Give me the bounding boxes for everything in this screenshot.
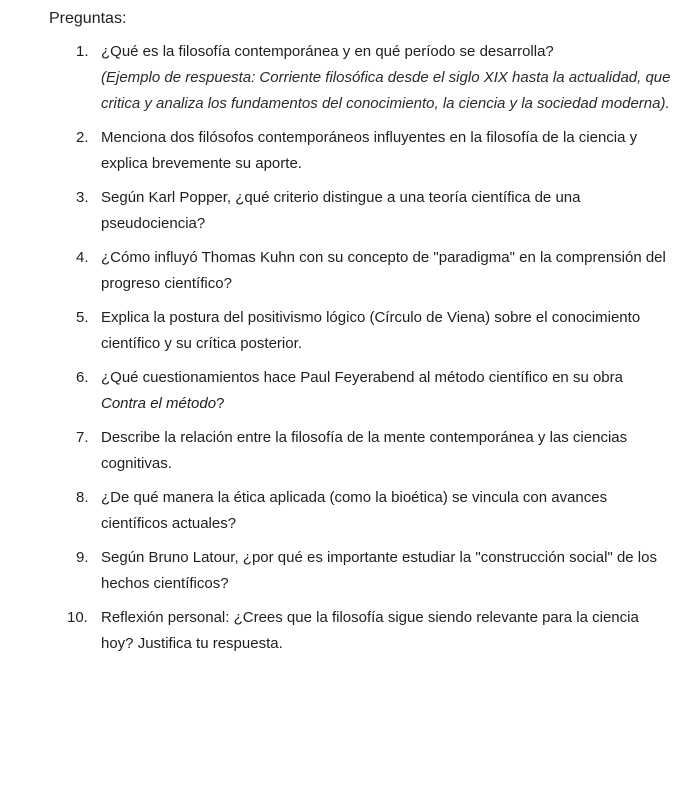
question-text-end: ? (216, 395, 225, 412)
question-text: Menciona dos filósofos contemporáneos influyentes en la filosofía de la ciencia y explica brevemente su aporte. (101, 129, 638, 172)
question-number: 10. (67, 609, 88, 626)
page-heading: Preguntas: (49, 10, 127, 27)
question-number: 2. (76, 129, 89, 146)
question-item-10 (49, 605, 671, 657)
questions-list (49, 39, 671, 657)
question-number: 5. (76, 309, 89, 326)
question-number: 7. (76, 429, 89, 446)
question-text: Describe la relación entre la filosofía de la mente contemporánea y las ciencias cognitivas. (101, 429, 628, 472)
question-text: ¿Qué es la filosofía contemporánea y en qué período se desarrolla? (101, 43, 554, 60)
question-number: 4. (76, 249, 89, 266)
question-text: Según Bruno Latour, ¿por qué es importante estudiar la "construcción social" de los hechos científicos? (101, 549, 657, 592)
question-item-9 (49, 545, 671, 597)
question-text: ¿Qué cuestionamientos hace Paul Feyerabend al método científico en su obra (101, 369, 623, 386)
question-text: Explica la postura del positivismo lógico (Círculo de Viena) sobre el conocimiento científico y su crítica posterior. (101, 309, 641, 352)
question-item-8 (49, 485, 671, 537)
question-number: 3. (76, 189, 89, 206)
question-item-5 (49, 305, 671, 357)
question-item-1 (49, 39, 671, 117)
question-text: ¿Cómo influyó Thomas Kuhn con su concepto de "paradigma" en la comprensión del progreso científico? (101, 249, 666, 292)
work-title: Contra el método (101, 395, 217, 412)
question-number: 1. (76, 43, 89, 60)
question-item-4 (49, 245, 671, 297)
question-number: 6. (76, 369, 89, 386)
question-text: ¿De qué manera la ética aplicada (como la bioética) se vincula con avances científicos actuales? (101, 489, 608, 532)
question-text: Reflexión personal: ¿Crees que la filosofía sigue siendo relevante para la ciencia hoy? Justifica tu respuesta. (101, 609, 639, 652)
question-text: Según Karl Popper, ¿qué criterio distingue a una teoría científica de una pseudociencia? (101, 189, 581, 232)
question-number: 9. (76, 549, 89, 566)
question-item-2 (49, 125, 671, 177)
question-item-3 (49, 185, 671, 237)
question-item-7 (49, 425, 671, 477)
question-number: 8. (76, 489, 89, 506)
question-item-6 (49, 365, 671, 417)
example-answer: (Ejemplo de respuesta: Corriente filosófica desde el siglo XIX hasta la actualidad, que critica y analiza los fundamentos del conocimiento, la ciencia y la sociedad moderna). (101, 69, 671, 112)
